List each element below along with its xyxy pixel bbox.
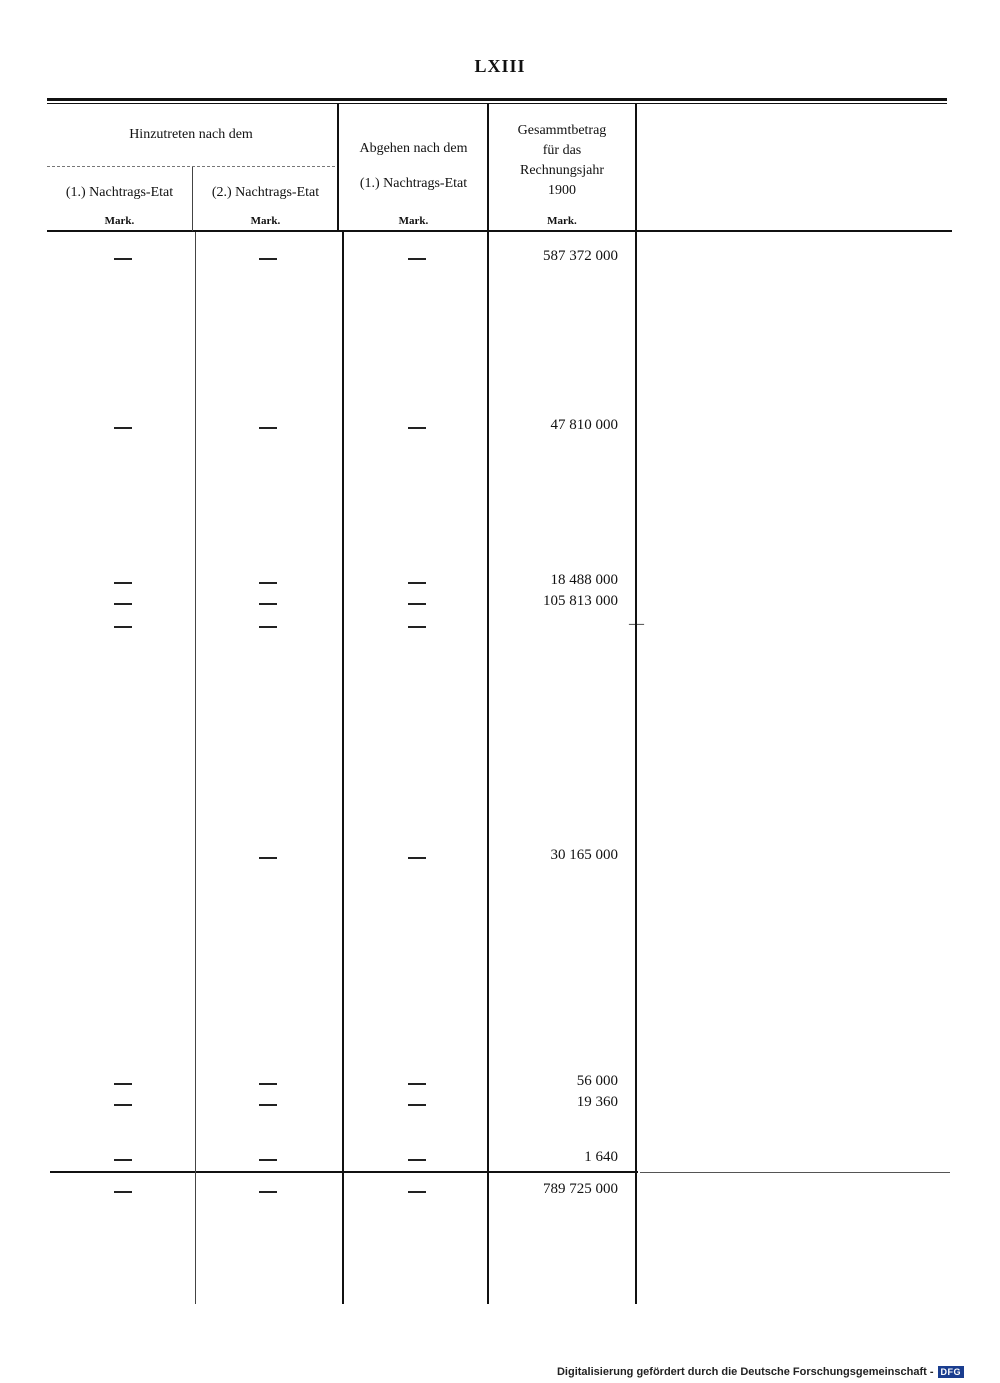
row-1-total: 587 372 000 bbox=[543, 248, 618, 264]
row-1-dash-col2 bbox=[259, 258, 277, 260]
row-8-total: 19 360 bbox=[576, 1094, 618, 1110]
col-divider-3 bbox=[487, 104, 489, 1304]
row-8-dash-col1 bbox=[114, 1104, 132, 1106]
row-8-dash-col3 bbox=[408, 1104, 426, 1106]
sum-row-total: 789 725 000 bbox=[543, 1181, 618, 1197]
top-rule-thin bbox=[47, 103, 947, 104]
header-col4-line3: Rechnungsjahr bbox=[520, 163, 604, 178]
row-9-dash-col3 bbox=[408, 1159, 426, 1161]
header-col4-line2: für das bbox=[542, 143, 582, 158]
sum-row-dash-col3 bbox=[408, 1191, 426, 1193]
top-rule-thick bbox=[47, 98, 947, 101]
header-col3-line1: Abgehen nach dem bbox=[359, 141, 468, 156]
col-divider-1 bbox=[192, 167, 193, 231]
row-2-total: 47 810 000 bbox=[550, 417, 618, 433]
row-2-dash-col2 bbox=[259, 427, 277, 429]
header-col4-line1: Gesammtbetrag bbox=[517, 123, 607, 138]
col-divider-2 bbox=[337, 104, 339, 232]
unit-col1: Mark. bbox=[104, 215, 135, 227]
sum-rule bbox=[50, 1171, 638, 1173]
row-7-dash-col3 bbox=[408, 1083, 426, 1085]
row-6-total: 30 165 000 bbox=[550, 847, 618, 863]
row-9-dash-col1 bbox=[114, 1159, 132, 1161]
row-1-dash-col1 bbox=[114, 258, 132, 260]
row-9-dash-col2 bbox=[259, 1159, 277, 1161]
row-7-dash-col1 bbox=[114, 1083, 132, 1085]
header-col4-line4: 1900 bbox=[548, 183, 576, 198]
header-col3-line2: (1.) Nachtrags-Etat bbox=[359, 176, 468, 191]
row-9-total: 1 640 bbox=[584, 1149, 618, 1165]
row-5-dash-col1 bbox=[114, 626, 132, 628]
row-8-dash-col2 bbox=[259, 1104, 277, 1106]
col-divider-4 bbox=[635, 104, 637, 1304]
row-7-total: 56 000 bbox=[576, 1073, 618, 1089]
sum-row-dash-col2 bbox=[259, 1191, 277, 1193]
header-group-label: Hinzutreten nach dem bbox=[129, 127, 253, 142]
unit-col4: Mark. bbox=[547, 215, 577, 227]
row-4-dash-col2 bbox=[259, 603, 277, 605]
page-number: LXIII bbox=[474, 56, 526, 76]
row-3-dash-col2 bbox=[259, 582, 277, 584]
col-divider-2-body bbox=[342, 232, 344, 1304]
col-divider-1-body bbox=[195, 232, 196, 1304]
header-col2: (2.) Nachtrags-Etat bbox=[211, 185, 320, 200]
row-4-dash-col3 bbox=[408, 603, 426, 605]
row-3-total: 18 488 000 bbox=[550, 572, 618, 588]
header-bottom-rule bbox=[47, 230, 952, 232]
row-3-dash-col1 bbox=[114, 582, 132, 584]
group-separator bbox=[47, 166, 335, 167]
header-col1: (1.) Nachtrags-Etat bbox=[65, 185, 174, 200]
unit-col2: Mark. bbox=[250, 215, 281, 227]
sum-rule-right bbox=[640, 1172, 950, 1173]
row-3-dash-col3 bbox=[408, 582, 426, 584]
row-2-dash-col3 bbox=[408, 427, 426, 429]
row-6-dash-col3 bbox=[408, 857, 426, 859]
row-5-dash-col2 bbox=[259, 626, 277, 628]
row-7-dash-col2 bbox=[259, 1083, 277, 1085]
footer-text: Digitalisierung gefördert durch die Deutsche Forschungsgemeinschaft - bbox=[556, 1366, 934, 1378]
row-5-total: — bbox=[629, 616, 644, 632]
row-6-dash-col2 bbox=[259, 857, 277, 859]
row-4-total: 105 813 000 bbox=[543, 593, 618, 609]
row-1-dash-col3 bbox=[408, 258, 426, 260]
sum-row-dash-col1 bbox=[114, 1191, 132, 1193]
row-5-dash-col3 bbox=[408, 626, 426, 628]
row-4-dash-col1 bbox=[114, 603, 132, 605]
dfg-logo: DFG bbox=[938, 1366, 965, 1378]
row-2-dash-col1 bbox=[114, 427, 132, 429]
footer bbox=[557, 1366, 964, 1378]
unit-col3: Mark. bbox=[398, 215, 429, 227]
